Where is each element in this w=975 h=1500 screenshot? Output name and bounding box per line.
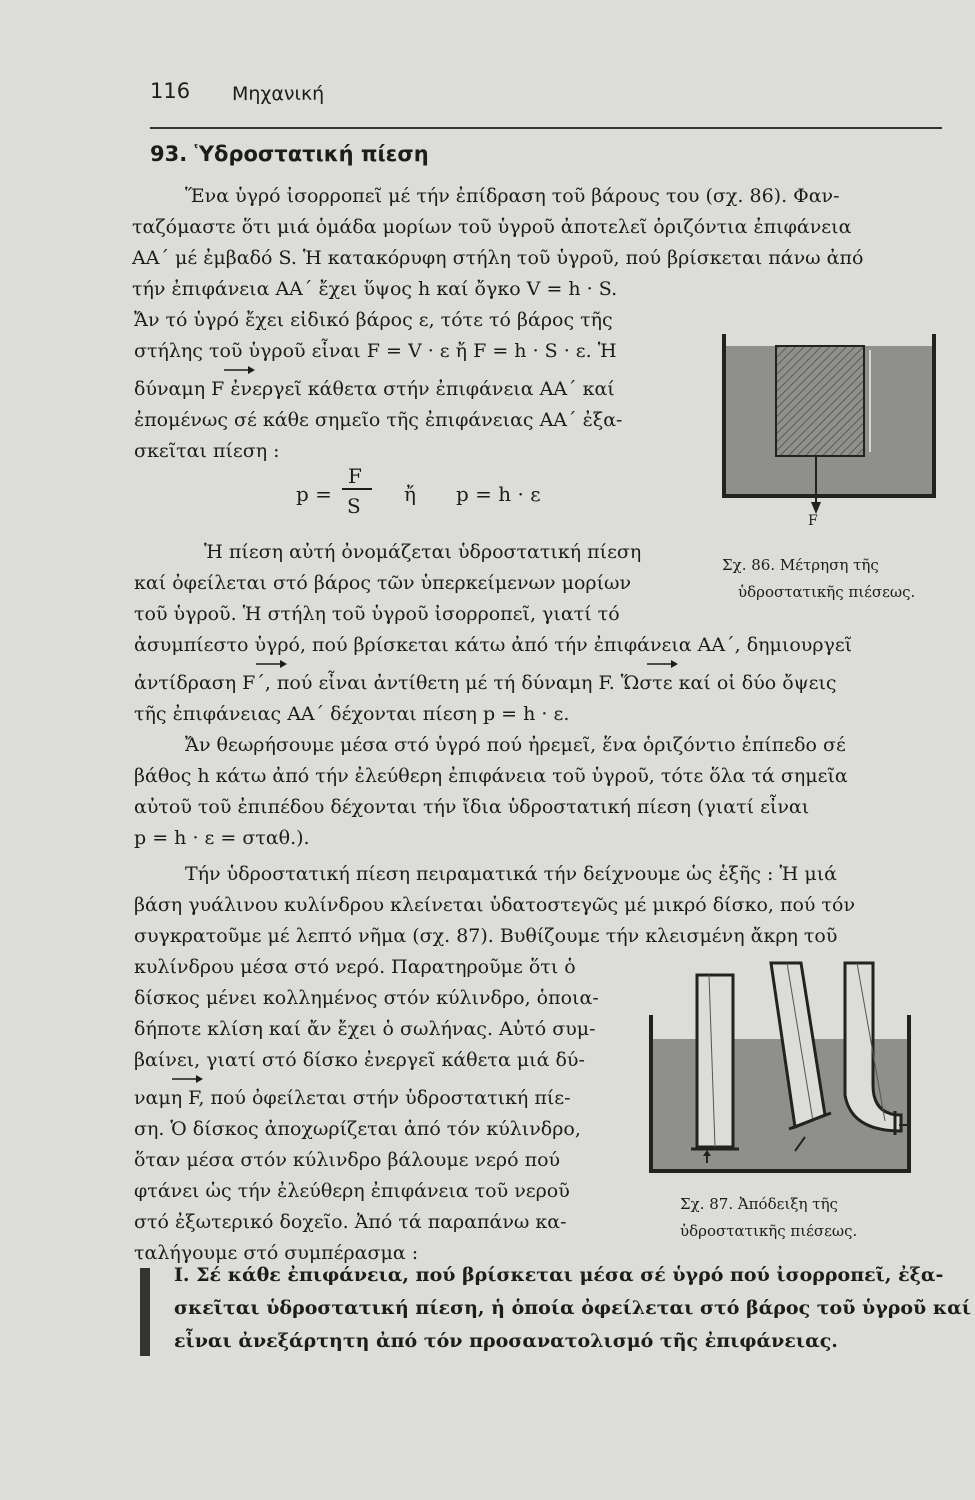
text-line: ση. Ὁ δίσκος ἀποχωρίζεται ἀπό τόν κύλινδρο,: [134, 1118, 581, 1140]
figure-86-label-f: F: [808, 513, 818, 529]
page-header: [150, 75, 942, 129]
text-line: ἀντίδραση F΄, πού εἶναι ἀντίθετη μέ τή δύναμη F. Ὥστε καί οἱ δύο ὄψεις: [134, 672, 837, 694]
figure-86-caption: ὑδροστατικῆς πιέσεως.: [738, 583, 916, 601]
figure-87-caption: Σχ. 87. Ἀπόδειξη τῆς: [680, 1195, 838, 1213]
principle-line: I. Σέ κάθε ἐπιφάνεια, πού βρίσκεται μέσα σέ ὑγρό πού ἰσορροπεῖ, ἐξα-: [174, 1264, 944, 1286]
text-line: τοῦ ὑγροῦ. Ἡ στήλη τοῦ ὑγροῦ ἰσορροπεῖ, γιατί τό: [134, 603, 620, 625]
figure-86-caption: Σχ. 86. Μέτρηση τῆς: [722, 556, 879, 574]
text-line: Ἄν τό ὑγρό ἔχει εἰδικό βάρος ε, τότε τό βάρος τῆς: [134, 309, 613, 331]
vector-arrow-icon: [254, 656, 288, 670]
text-line: δήποτε κλίση καί ἄν ἔχει ὁ σωλήνας. Αὐτό συμ-: [134, 1018, 596, 1040]
principle-line: σκεῖται ὑδροστατική πίεση, ἡ ὁποία ὀφείλεται στό βάρος τοῦ ὑγροῦ καί: [174, 1297, 971, 1319]
text-line: ταλήγουμε στό συμπέρασμα :: [134, 1242, 419, 1264]
text-line: αὐτοῦ τοῦ ἐπιπέδου δέχονται τήν ἴδια ὑδροστατική πίεση (γιατί εἶναι: [134, 796, 810, 818]
text-line: ἀσυμπίεστο ὑγρό, πού βρίσκεται κάτω ἀπό τήν ἐπιφάνεια ΑΑ΄, δημιουργεῖ: [134, 634, 853, 656]
text-line: καί ὀφείλεται στό βάρος τῶν ὑπερκείμενων μορίων: [134, 572, 632, 594]
text-line: Ἡ πίεση αὐτή ὀνομάζεται ὑδροστατική πίεση: [204, 541, 642, 563]
text-line: συγκρατοῦμε μέ λεπτό νῆμα (σχ. 87). Βυθίζουμε τήν κλεισμένη ἄκρη τοῦ: [134, 925, 838, 947]
text-line: Ἄν θεωρήσουμε μέσα στό ὑγρό πού ἠρεμεῖ, ἕνα ὁριζόντιο ἐπίπεδο σέ: [185, 734, 846, 756]
running-title: Μηχανική: [232, 83, 325, 105]
figure-87-caption: ὑδροστατικῆς πιέσεως.: [680, 1222, 858, 1240]
text-line: στήλης τοῦ ὑγροῦ εἶναι F = V · ε ἤ F = h · S · ε. Ἡ: [134, 340, 617, 362]
text-line: δίσκος μένει κολλημένος στόν κύλινδρο, ὁποια-: [134, 987, 599, 1009]
text-line: σκεῖται πίεση :: [134, 440, 280, 462]
margin-bar: [140, 1268, 150, 1356]
text-line: ταζόμαστε ὅτι μιά ὁμάδα μορίων τοῦ ὑγροῦ ἀποτελεῖ ὁριζόντια ἐπιφάνεια: [132, 216, 852, 238]
text-line: ΑΑ΄ μέ ἐμβαδό S. Ἡ κατακόρυφη στήλη τοῦ ὑγροῦ, πού βρίσκεται πάνω ἀπό: [132, 247, 864, 269]
text-line: ὅταν μέσα στόν κύλινδρο βάλουμε νερό πού: [134, 1149, 561, 1171]
vector-arrow-icon: [645, 656, 679, 670]
text-line: Ἕνα ὑγρό ἰσορροπεῖ μέ τήν ἐπίδραση τοῦ βάρους του (σχ. 86). Φαν-: [185, 185, 840, 207]
vector-arrow-icon: [170, 1071, 204, 1085]
text-line: φτάνει ὡς τήν ἐλεύθερη ἐπιφάνεια τοῦ νεροῦ: [134, 1180, 570, 1202]
text-line: στό ἐξωτερικό δοχεῖο. Ἀπό τά παραπάνω κα-: [134, 1211, 567, 1233]
text-line: δύναμη F ἐνεργεῖ κάθετα στήν ἐπιφάνεια ΑΑ΄ καί: [134, 378, 615, 400]
text-line: ἐπομένως σέ κάθε σημεῖο τῆς ἐπιφάνειας ΑΑ΄ ἐξα-: [134, 409, 623, 431]
page-number: 116: [150, 79, 191, 103]
fraction-bar: [342, 488, 372, 490]
principle-line: εἶναι ἀνεξάρτητη ἀπό τόν προσανατολισμό τῆς ἐπιφάνειας.: [174, 1330, 838, 1352]
text-line: βάση γυάλινου κυλίνδρου κλείνεται ὑδατοστεγῶς μέ μικρό δίσκο, πού τόν: [134, 894, 855, 916]
formula-denominator: S: [347, 494, 361, 518]
vector-arrow-icon: [222, 362, 256, 376]
figure-86-diagram: [720, 320, 942, 530]
formula-numerator: F: [348, 464, 362, 488]
formula-alt: p = h · ε: [456, 482, 541, 506]
text-line: τῆς ἐπιφάνειας ΑΑ΄ δέχονται πίεση p = h · ε.: [134, 703, 570, 725]
text-line: Τήν ὑδροστατική πίεση πειραματικά τήν δείχνουμε ὡς ἑξῆς : Ἡ μιά: [185, 863, 838, 885]
figure-87-diagram: [645, 955, 915, 1180]
text-line: κυλίνδρου μέσα στό νερό. Παρατηροῦμε ὅτι ὁ: [134, 956, 576, 978]
formula-lhs: p =: [296, 482, 332, 506]
text-line: βαίνει, γιατί στό δίσκο ἐνεργεῖ κάθετα μιά δύ-: [134, 1049, 585, 1071]
text-line: τήν ἐπιφάνεια ΑΑ΄ ἔχει ὕψος h καί ὄγκο V = h · S.: [132, 278, 618, 300]
text-line: βάθος h κάτω ἀπό τήν ἐλεύθερη ἐπιφάνεια τοῦ ὑγροῦ, τότε ὅλα τά σημεῖα: [134, 765, 848, 787]
formula-or: ἤ: [404, 482, 416, 506]
section-title: 93. Ὑδροστατική πίεση: [150, 142, 429, 166]
text-line: p = h · ε = σταθ.).: [134, 827, 310, 849]
text-line: ναμη F, πού ὀφείλεται στήν ὑδροστατική πίε-: [134, 1087, 571, 1109]
